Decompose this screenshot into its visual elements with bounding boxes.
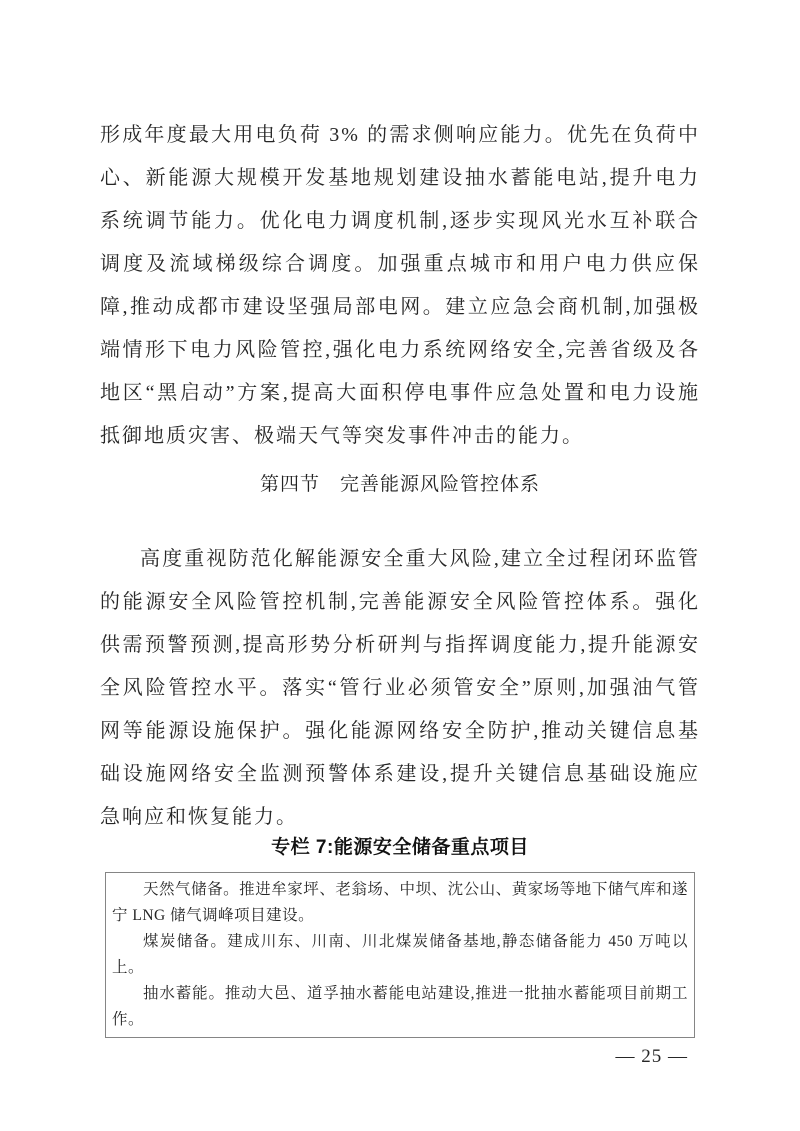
info-box	[105, 872, 695, 1038]
paragraph-risk-control: 高度重视防范化解能源安全重大风险,建立全过程闭环监管的能源安全风险管控机制,完善能源安全风险管控体系。强化供需预警预测,提高形势分析研判与指挥调度能力,提升能源安全风险管控水平。落实“管行业必须管安全”原则,加强油气管网等能源设施保护。强化能源网络安全防护,推动关键信息基础设施网络安全监测预警体系建设,提升关键信息基础设施应急响应和恢复能力。	[100, 548, 700, 828]
box-title: 专栏 7:能源安全储备重点项目	[271, 837, 529, 858]
paragraph-continuation: 形成年度最大用电负荷 3% 的需求侧响应能力。优先在负荷中心、新能源大规模开发基地规划建设抽水蓄能电站,提升电力系统调节能力。优化电力调度机制,逐步实现风光水互补联合调度及流域梯级综合调度。加强重点城市和用户电力供应保障,推动成都市建设坚强局部电网。建立应急会商机制,加强极端情形下电力风险管控,强化电力系统网络安全,完善省级及各地区“黑启动”方案,提高大面积停电事件应急处置和电力设施抵御地质灾害、极端天气等突发事件冲击的能力。	[100, 124, 700, 447]
box-paragraph-coal: 煤炭储备。建成川东、川南、川北煤炭储备基地,静态储备能力 450 万吨以上。	[112, 933, 688, 976]
page-number: — 25 —	[615, 1046, 688, 1067]
box-paragraph-pumped-storage: 抽水蓄能。推动大邑、道孚抽水蓄能电站建设,推进一批抽水蓄能项目前期工作。	[112, 985, 688, 1028]
section-heading: 第四节 完善能源风险管控体系	[259, 474, 540, 495]
box-paragraph-natural-gas: 天然气储备。推进牟家坪、老翁场、中坝、沈公山、黄家场等地下储气库和遂宁 LNG 储气调峰项目建设。	[112, 881, 688, 924]
page-content	[100, 0, 700, 1068]
